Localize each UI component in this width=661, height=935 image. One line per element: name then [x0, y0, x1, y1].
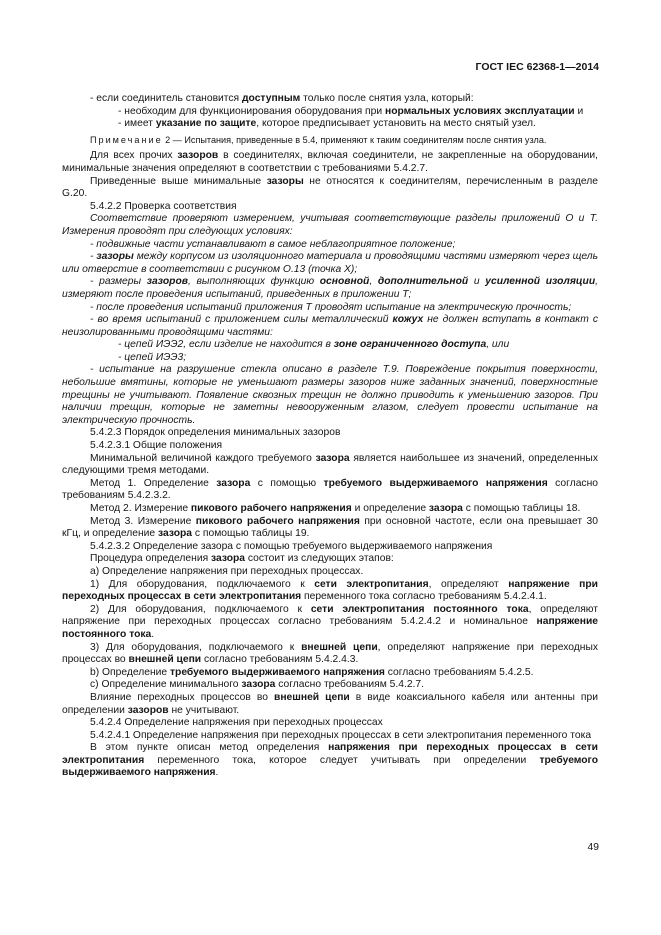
text-run: - подвижные части устанавливают в самое неблагоприятное положение;	[90, 238, 456, 250]
text-run: зазоры	[96, 251, 134, 263]
text-run: при основной частоте, если она превышает 30 кГц, и определение	[62, 515, 598, 540]
text-run: - цепей ИЭЭ2, если изделие не находится в	[118, 339, 334, 351]
text-run: 1) Для оборудования, подключаемого к	[90, 578, 315, 590]
text-run: зоне ограниченного доступа	[333, 339, 487, 351]
note-paragraph	[62, 134, 598, 147]
text-run: зазора	[315, 452, 350, 464]
text-run: ,	[369, 276, 378, 288]
paragraph	[62, 314, 598, 339]
text-run: и	[574, 105, 584, 117]
text-run: нормальных условиях эксплуатации	[384, 105, 575, 117]
text-run: Для всех прочих	[90, 150, 178, 162]
paragraph	[62, 440, 598, 453]
text-run: доступным	[242, 93, 301, 104]
text-run: основной	[319, 276, 370, 288]
text-run: , определяют напряжение при переходных процессах во	[62, 641, 598, 666]
text-run: зазора	[216, 477, 251, 489]
text-run: .	[215, 767, 219, 779]
paragraph	[62, 118, 598, 131]
text-run: кожух	[392, 314, 424, 326]
text-run: сети электропитания	[314, 578, 429, 590]
paragraph	[62, 742, 598, 780]
text-run: Метод 1. Определение	[90, 477, 217, 489]
paragraph	[62, 730, 598, 743]
text-run: и	[468, 276, 486, 288]
paragraph	[62, 679, 598, 692]
paragraph	[62, 453, 598, 478]
paragraph	[62, 276, 598, 301]
text-run: 5.4.2.4.1 Определение напряжения при переходных процессах в сети электропитания переменного тока	[90, 729, 592, 741]
page-body	[62, 93, 598, 780]
paragraph	[62, 201, 598, 214]
text-run: не учитывают.	[168, 704, 240, 716]
text-run: требуемого выдерживаемого напряжения	[323, 477, 548, 489]
text-run: переменного тока, которое следует учитывать при определении	[144, 754, 540, 766]
text-run: 3) Для оборудования, подключаемого к	[90, 641, 302, 653]
paragraph	[62, 239, 598, 252]
text-run: зазоров	[146, 276, 188, 288]
text-run: Приведенные выше минимальные	[90, 175, 267, 187]
text-run: 2) Для оборудования, подключаемого к	[90, 603, 311, 615]
paragraph	[62, 302, 598, 315]
text-run: переменного тока согласно требованиям 5.4.2.4.1.	[301, 591, 547, 603]
text-run: - во время испытаний с приложением силы металлический	[90, 314, 393, 326]
paragraph	[62, 692, 598, 717]
paragraph	[62, 667, 598, 680]
paragraph	[62, 642, 598, 667]
text-run: .	[151, 628, 155, 640]
paragraph	[62, 579, 598, 604]
text-run: в соединителях, включая соединители, не закрепленные на оборудовании, минимальные значения определяют в соответствии с требованиями 5.4.2.7.	[62, 150, 598, 174]
text-run: Метод 2. Измерение	[90, 503, 191, 514]
text-run: , или	[486, 339, 510, 351]
text-run: b) Определение	[90, 666, 170, 678]
paragraph	[62, 503, 598, 516]
text-run: с помощью таблицы 18.	[462, 503, 581, 514]
text-run: внешней цепи	[301, 641, 378, 653]
text-run: внешней цепи	[128, 654, 202, 666]
text-run: с помощью	[250, 477, 324, 489]
text-run: согласно требованиям 5.4.2.3.2.	[62, 477, 598, 502]
text-run: зазора	[211, 553, 246, 565]
paragraph	[62, 541, 598, 554]
paragraph	[62, 176, 598, 201]
paragraph	[62, 213, 598, 238]
text-run: Влияние переходных процессов во	[90, 691, 274, 703]
text-run: напряжение при переходных процессах в сети электропитания	[62, 578, 599, 603]
text-run: согласно требованиям 5.4.2.5.	[384, 666, 534, 678]
text-run: зазоров	[127, 704, 169, 716]
paragraph	[62, 364, 598, 427]
paragraph	[62, 717, 598, 730]
text-run: указание по защите	[155, 118, 257, 130]
text-run: Примечание	[90, 134, 163, 145]
paragraph	[62, 478, 598, 503]
paragraph	[62, 93, 598, 106]
text-run: 5.4.2.3.1 Общие положения	[90, 440, 223, 452]
text-run: - размеры	[90, 276, 147, 288]
text-run: пикового рабочего напряжения	[195, 515, 360, 527]
text-run: - если соединитель становится	[90, 93, 242, 104]
paragraph	[62, 106, 598, 119]
text-run: В этом пункте описан метод определения	[90, 742, 329, 754]
standard-header: ГОСТ IEC 62368-1—2014	[475, 61, 599, 73]
text-run: - испытание на разрушение стекла описано в разделе Т.9. Повреждение покрытия поверхности, небольшие вмятины, которые не уменьшают размеры зазоров ниже заданных значений, поверхностные трещины не учитывают. Появление сквозных трещин не должно приводить к уменьшению зазоров. При наличии трещин, которые не заметны невооруженным глазом, следует провести испытание на электрическую прочность.	[62, 364, 598, 426]
text-run: не относятся к соединителям, перечисленным в разделе G.20.	[62, 175, 598, 200]
text-run: Процедура определения	[90, 553, 212, 565]
text-run: зазора	[241, 679, 276, 691]
text-run: - после проведения испытаний приложения Т проводят испытание на электрическую прочность;	[90, 301, 572, 313]
text-run: и определение	[351, 503, 429, 514]
text-run: усиленной изоляции	[485, 276, 596, 288]
text-run: , определяют	[428, 578, 509, 590]
text-run: Соответствие проверяют измерением, учитывая соответствующие разделы приложений О и Т. Измерения проводят при следующих условиях:	[62, 213, 598, 237]
paragraph	[62, 566, 598, 579]
text-run: зазора	[158, 528, 193, 540]
text-run: сети электропитания постоянного тока	[310, 603, 529, 615]
text-run: согласно требованиям 5.4.2.7.	[275, 679, 425, 691]
text-run: внешней цепи	[274, 691, 350, 703]
paragraph	[62, 150, 598, 175]
text-run: 5.4.2.3.2 Определение зазора с помощью требуемого выдерживаемого напряжения	[90, 540, 493, 552]
paragraph	[62, 516, 598, 541]
text-run: , выполняющих функцию	[187, 276, 320, 288]
text-run: -	[90, 251, 97, 263]
text-run: 5.4.2.3 Порядок определения минимальных зазоров	[90, 427, 341, 439]
paragraph	[62, 604, 598, 642]
text-run: зазоры	[266, 175, 304, 187]
paragraph	[62, 339, 598, 352]
paragraph	[62, 427, 598, 440]
text-run: только после снятия узла, который:	[300, 93, 474, 104]
text-run: 5.4.2.4 Определение напряжения при переходных процессах	[90, 717, 383, 729]
text-run: дополнительной	[377, 276, 469, 288]
text-run: - имеет	[118, 118, 156, 130]
text-run: в виде коаксиального кабеля или антенны при определении	[62, 691, 598, 716]
text-run: требуемого выдерживаемого напряжения	[169, 666, 385, 678]
text-run: зазоров	[177, 150, 219, 162]
text-run: с помощью таблицы 19.	[192, 528, 310, 540]
text-run: 5.4.2.2 Проверка соответствия	[90, 200, 237, 212]
text-run: напряжения при переходных процессах в сети электропитания	[62, 742, 599, 766]
text-run: требуемого выдерживаемого напряжения	[62, 754, 598, 779]
page-number: 49	[587, 842, 599, 853]
paragraph	[62, 352, 598, 365]
text-run: - цепей ИЭЭ3;	[118, 351, 187, 363]
text-run: между корпусом из изоляционного материала и проводящими частями измеряют через щель или отверстие в соответствии с рисунком О.13 (точка X);	[62, 251, 598, 275]
text-run: 2 — Испытания, приведенные в 5.4, применяют к таким соединителям после снятия узла.	[162, 134, 547, 145]
text-run: Метод 3. Измерение	[90, 515, 196, 527]
text-run: , измеряют после проведения испытаний, приведенных в приложении Т;	[62, 276, 599, 300]
paragraph	[62, 553, 598, 566]
text-run: , которое предписывает установить на место снятый узел.	[256, 118, 536, 130]
text-run: напряжение постоянного тока	[62, 616, 598, 640]
paragraph	[62, 251, 598, 276]
text-run: не должен вступать в контакт с неизолированными проводящими частями:	[62, 314, 598, 338]
text-run: зазора	[428, 503, 463, 514]
text-run: является наибольшее из значений, определенных следующими тремя методами.	[62, 452, 598, 477]
text-run: , определяют напряжение при переходных процессах согласно требованиям 5.4.2.4.2 и номинальное	[62, 603, 598, 628]
text-run: согласно требованиям 5.4.2.4.3.	[201, 654, 359, 666]
text-run: - необходим для функционирования оборудования при	[118, 105, 385, 117]
text-run: c) Определение минимального	[90, 679, 242, 691]
text-run: а) Определение напряжения при переходных процессах.	[90, 565, 364, 577]
text-run: Минимальной величиной каждого требуемого	[90, 452, 316, 464]
text-run: состоит из следующих этапов:	[245, 553, 394, 565]
text-run: пикового рабочего напряжения	[190, 503, 352, 514]
